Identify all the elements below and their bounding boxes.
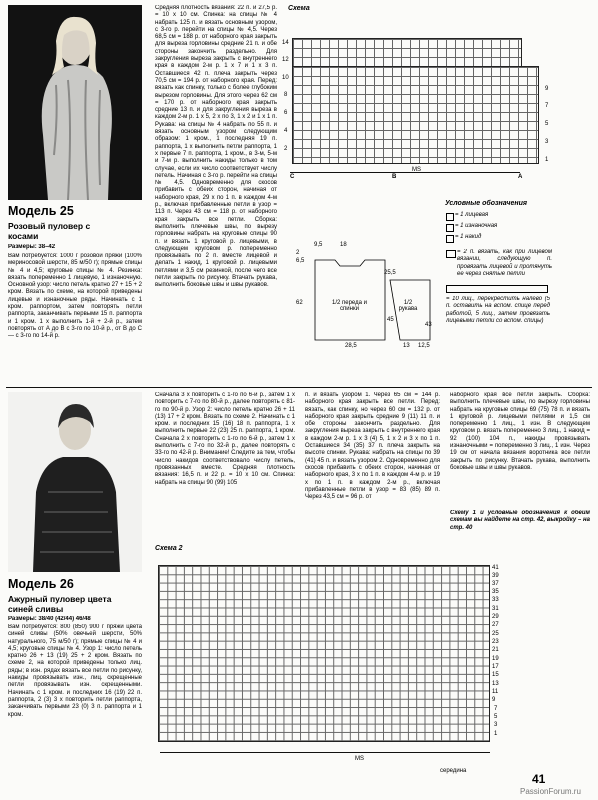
- schematic-collar-width: 18: [340, 242, 347, 248]
- schema1-ms-line: [290, 172, 520, 173]
- schematic-h-43: 43: [425, 322, 432, 328]
- schematic-sleeve-width: 9,5: [314, 242, 323, 248]
- schematic-w-13: 13: [403, 343, 410, 349]
- schema1-chart: [292, 66, 539, 164]
- schema2-chart: [158, 565, 490, 742]
- schema2-title: Схема 2: [155, 545, 183, 552]
- schema1-point-b: B: [392, 174, 397, 180]
- schematic-half-front-back: 1/2 переда и спинки: [332, 300, 367, 312]
- model25-sizes: Размеры: 38–42: [8, 244, 56, 250]
- model25-photo: [8, 5, 142, 200]
- page-number: 41: [532, 772, 546, 786]
- schematic-half-sleeve: 1/2 рукава: [398, 300, 418, 312]
- schematic-h-65: 6,5: [296, 258, 305, 264]
- legend-cable-icon: [446, 285, 548, 293]
- schematic-w-285: 28,5: [345, 343, 357, 349]
- schematic-w-125: 12,5: [418, 343, 430, 349]
- schema1-ms: MS: [412, 167, 421, 173]
- section-divider: [6, 387, 592, 388]
- legend-title: Условные обозначения: [445, 200, 528, 207]
- schema1-chart-top: [292, 38, 522, 68]
- legend-knit-icon: [446, 213, 454, 221]
- legend-decrease-icon: [446, 250, 456, 258]
- watermark: PassionForum.ru: [520, 787, 581, 796]
- schematic-h-2: 2: [296, 250, 300, 256]
- schema2-ms-line: [160, 752, 490, 753]
- model26-text-col3: п. и вязать узором 1. Через 65 см = 144 р. наборного края закрыть все петли. Перед: вязать, как спинку, но через 60 см = 132 р. от наборного края закрыть средние 9 (11) 11 п. и обе стороны закончить раздельно. Для закругления выреза закрыть с внутреннего края в каждом 2-м р. 1 х 3 (4) 5, 1 х 2 и 3 х по 1 п. Оставшиеся 34 (35) 37 п. плеча закрыть на высоте спинки. Рукава: набрать на спицы по 39 (41) 45 п. и вязать узором 2. Одновременно для скосов прибавить с обеих сторон, начиная от наборного края, 3 х по 1 п. в каждом 4-м р. и 19 х по 1 п. в каждом 2-м р., включая прибавленные петли в узор = 83 (85) 89 п. Через 43,5 см = 96 р. от: [305, 392, 440, 501]
- schematic-h-255: 25,5: [384, 270, 396, 276]
- model26-text-col2: Сначала 3 х повторить с 1-го по 6-й р., затем 1 х повторить с 7-го по 80-й р., далее повторять с 81-го по 90-й р. Узор 2: число петель кратно 26 + 11 (13) 17 + 2 кром. Вязать по схеме 2. Начинать с 1 кром. и последних 15 (16) 18 п. раппорта, 1 х выполнить первые 22 (23) 25 п. раппорта, 1 кром. Сначала 2 х повторить с 1-го по 6-й р., затем 1 х выполнить с 7-го по 32-й р., далее повторять с 33-го по 42-й р. Внимание! Следите за тем, чтобы число накидов соответствовало числу петель, провязанных вместе. Средняя плотность вязания: 16,5 п. и 22 р. = 10 х 10 см. Спинка: набрать на спицы 90 (99) 105: [155, 392, 295, 486]
- model26-text-col4: наборного края все петли закрыть. Сборка: выполнить плечевые швы, по вырезу горловины набрать на круговые спицы 69 (75) 78 п. и вязать 1 круговой р. лицевыми петлями и 1,5 см попеременно 1 лиц., 1 изн. В следующем круговом р. вязать попеременно 3 лиц., 1 накид = 92 (100) 104 п., накиды провязывать изнаночными = попеременно 3 лиц., 1 изн. Через 19 см от начала вязания воротника все петли закрыть по рисунку. Втачать рукава, выполнить боковые швы и швы рукавов.: [450, 392, 590, 471]
- model26-subtitle: Ажурный пуловер цвета синей сливы: [8, 594, 112, 614]
- magazine-page: Модель 25 Розовый пуловер с косами Размеры: 38–42 Вам потребуется: 1000 г розовой пряжи (100% мериносовой шерсти, 85 м/50 г); прямые спицы № 4 и 4,5; круговые спицы № 4. Резинка: вязать попеременно 1 лицевую, 1 изнаночную. Основной узор: число петель кратно 27 + 15 + 2 кром. Вязать по схеме, на которой приведены лицевые и изнаночные ряды. Начинать с 1 кром. раппортом, затем повторять петли раппорта, заканчивать первыми 15 п. раппорта и 1 кром. 1 х выполнить 1-й + 2-й р., затем повторять от А до В с 3-го по 10-й р., от В до С — с 3-го по 14-й р. Средняя плотность вязания: 22 п. и 27,5 р. = 10 х 10 см. Спинка: на спицы № 4 набрать 125 п. и вязать основным узором, с 3-го р. перейти на спицы № 4,5. Через 68,5 см = 188 р. от наборного края закрыть для выреза горловины средние 21 п. и обе стороны закончить раздельно. Для закругления выреза закрыть с внутреннего края в каждом 2-м р. 1 х 7 и 1 х 3 п. Оставшиеся 42 п. плеча закрыть через 70,5 см = 194 р. от наборного края. Перед: вязать как спинку, только с более глубоким вырезом горловины. Для этого через 62 см = 170 р. от наборного края закрыть средние 13 п. и для закругления выреза в каждом 2-м р. 1 х 5, 2 х по 3, 1 х 2 и 1 х 1 п. Рукава: на спицы № 4 набрать по 55 п. и вязать основным узором следующим образом: 1 кром., 1 последняя 19 п. раппорта, 1 х выполнить петли раппорта, 1 х первые 7 п. раппорта, 1 кром., в 3-м, 5-м и 7-м р. выполнить накиды только в том случае, если их число соответствует числу петель. Начиная с 3-го р. перейти на спицы № 4,5. Одновременно для скосов прибавить с обеих сторон, начиная от наборного края, 29 х по 1 п. в каждом 4-м р., включая прибавленные петли в узор = 113 п. Через 43 см = 118 р. от наборного края закрыть все петли. Сборка: выполнить плечевые швы, по вырезу горловины набрать на круговые спицы 90 п. и вязать 1 круговой р. лицевыми, в следующем круговом р. попеременно провязывать по 2 п. вместе лицевой и делать 1 накид, 1 круговой р. лицевыми петлями и 3,5 см резинкой, после чего все петли закрыть по рисунку. Втачать рукава, выполнить боковые швы и швы рукавов. Схема 14 12 10 8 6 4 2 9 7 5 3 1 C B A MS Условные обозначения = 1 лицевая = 1 изнаночная = 1 накид = 2 п. вязать, как при лицевом вязании, следующую п. провязать лицевой и протянуть ее через снятые петли = 10 лиц., перекрестить налево (5 п. оставить на вспом. спице перед работой, 5 лиц., затем провязать лицевыми петли со вспом. спицы) 9,5 18 2 6,5 25,5 62 45 43 1/2 переда и спинки 1/2 рукава 28,5 13 12,5 Модель 26 Ажурный пуловер цвета синей сливы Размеры: 38/40 (42/44) 46/48 Вам потребуется: 800 (850) 900 г пряжи цвета синей сливы (50% овечьей шерсти, 50% натурального, 75 м/50 г); прямые спицы № 4 и 4,5; круговые спицы № 4. Узор 1: число петель кратно 26 + 13 (19) 25 + 2 кром. Вязать по схеме 2, на которой приведены только лиц. ряды; в изн. рядах вязать все петли по рисунку, накиды провязывать изн., лиц. скрещенные петли провязывать изн. скрещенными. Начинать с 1 кром. и последних 16 (19) 22 п. раппорта, 2 (3) 3 х повторить петли раппорта, заканчивать первыми 23 (0) 3 п. раппорта и 1 кром. Сначала 3 х повторить с 1-го по 6-й р., затем 1 х повторить с 7-го по 80-й р., далее повторять с 81-го по 90-й р. Узор 2: число петель кратно 26 + 11 (13) 17 + 2 кром. Вязать по схеме 2. Начинать с 1 кром. и последних 15 (16) 18 п. раппорта, 1 х выполнить первые 22 (23) 25 п. раппорта, 1 кром. Сначала 2 х повторить с 1-го по 6-й р., затем 1 х выполнить с 7-го по 32-й р., далее повторять с 33-го по 42-й р. Внимание! Следите за тем, чтобы число накидов соответствовало числу петель, провязанных вместе. Средняя плотность вязания: 16,5 п. и 22 р. = 10 х 10 см. Спинка: набрать на спицы 90 (99) 105 п. и вязать узором 1. Через 65 см = 144 р. наборного края закрыть все петли. Перед: вязать, как спинку, но через 60 см = 132 р. от наборного края закрыть средние 9 (11) 11 п. и обе стороны закончить раздельно. Для закругления выреза закрыть с внутреннего края в каждом 2-м р. 1 х 3 (4) 5, 1 х 2 и 3 х по 1 п. Оставшиеся 34 (35) 37 п. плеча закрыть на высоте спинки. Рукава: набрать на спицы по 39 (41) 45 п. и вязать узором 2. Одновременно для скосов прибавить с обеих сторон, начиная от наборного края, 3 х по 1 п. в каждом 4-м р. и 19 х по 1 п. в каждом 2-м р., включая прибавленные петли в узор = 83 (85) 89 п. Через 43,5 см = 96 р. от наборного края все петли закрыть. Сборка: выполнить плечевые швы, по вырезу горловины набрать на круговые спицы 69 (75) 78 п. и вязать 1 круговой р. лицевыми петлями и 1,5 см попеременно 1 лиц., 1 изн. В следующем круговом р. вязать попеременно 3 лиц., 1 накид = 92 (100) 104 п., накиды провязывать изнаночными = попеременно 3 лиц., 1 изн. Через 19 см от начала вязания воротника все петли закрыть по рисунку. Втачать рукава, выполнить боковые швы и швы рукавов. Схему 1 и условные обозначения к обеим схемам вы найдете на стр. 42, выкройку – на стр. 40 Схема 2 41 39 37 35 33 31 29 27 25 23 21 19 17 15 13 11 9 7 5 3 1 MS середина 41 PassionForum.ru: [0, 0, 598, 800]
- model26-sizes: Размеры: 38/40 (42/44) 46/48: [8, 616, 91, 622]
- schematic-h-62: 62: [296, 300, 303, 306]
- model25-text-col1: Вам потребуется: 1000 г розовой пряжи (100% мериносовой шерсти, 85 м/50 г); прямые спицы № 4 и 4,5; круговые спицы № 4. Резинка: вязать попеременно 1 лицевую, 1 изнаночную. Основной узор: число петель кратно 27 + 15 + 2 кром. Вязать по схеме, на которой приведены лицевые и изнаночные ряды. Начинать с 1 кром. раппортом, затем повторять петли раппорта, заканчивать первыми 15 п. раппорта и 1 кром. 1 х выполнить 1-й + 2-й р., затем повторять от А до В с 3-го по 10-й р., от В до С — с 3-го по 14-й р.: [8, 253, 142, 340]
- model26-photo: [8, 392, 142, 572]
- schema1-point-a: A: [518, 174, 523, 180]
- legend-purl-icon: [446, 224, 454, 232]
- schema1-title: Схема: [288, 5, 310, 12]
- model26-text-col1: Вам потребуется: 800 (850) 900 г пряжи цвета синей сливы (50% овечьей шерсти, 50% натурального, 75 м/50 г); прямые спицы № 4 и 4,5; круговые спицы № 4. Узор 1: число петель кратно 26 + 13 (19) 25 + 2 кром. Вязать по схеме 2, на которой приведены только лиц. ряды; в изн. рядах вязать все петли по рисунку, накиды провязывать изн., лиц. скрещенные петли провязывать изн. скрещенными. Начинать с 1 кром. и последних 16 (19) 22 п. раппорта, 2 (3) 3 х повторить петли раппорта, заканчивать первыми 23 (0) 3 п. раппорта и 1 кром.: [8, 624, 142, 718]
- model26-title: Модель 26: [8, 577, 74, 591]
- legend-yarnover-icon: [446, 235, 454, 243]
- model25-title: Модель 25: [8, 204, 74, 218]
- schema2-ms: MS: [355, 756, 364, 762]
- schema2-center: середина: [440, 768, 467, 774]
- model26-note: Схему 1 и условные обозначения к обеим схемам вы найдете на стр. 42, выкройку – на стр. 40: [450, 510, 590, 531]
- schema1-point-c: C: [290, 174, 295, 180]
- model25-subtitle: Розовый пуловер с косами: [8, 221, 91, 241]
- model25-text-col2: Средняя плотность вязания: 22 п. и 27,5 р. = 10 х 10 см. Спинка: на спицы № 4 набрать 125 п. и вязать основным узором, с 3-го р. перейти на спицы № 4,5. Через 68,5 см = 188 р. от наборного края закрыть для выреза горловины средние 21 п. и обе стороны закончить раздельно. Для закругления выреза закрыть с внутреннего края в каждом 2-м р. 1 х 7 и 1 х 3 п. Оставшиеся 42 п. плеча закрыть через 70,5 см = 194 р. от наборного края. Перед: вязать как спинку, только с более глубоким вырезом горловины. Для этого через 62 см = 170 р. от наборного края закрыть средние 13 п. и для закругления выреза в каждом 2-м р. 1 х 5, 2 х по 3, 1 х 2 и 1 х 1 п. Рукава: на спицы № 4 набрать по 55 п. и вязать основным узором следующим образом: 1 кром., 1 последняя 19 п. раппорта, 1 х выполнить петли раппорта, 1 х первые 7 п. раппорта, 1 кром., в 3-м, 5-м и 7-м р. выполнить накиды только в том случае, если их число соответствует числу петель. Начиная с 3-го р. перейти на спицы № 4,5. Одновременно для скосов прибавить с обеих сторон, начиная от наборного края, 29 х по 1 п. в каждом 4-м р., включая прибавленные петли в узор = 113 п. Через 43 см = 118 р. от наборного края закрыть все петли. Сборка: выполнить плечевые швы, по вырезу горловины набрать на круговые спицы 90 п. и вязать 1 круговой р. лицевыми, в следующем круговом р. попеременно провязывать по 2 п. вместе лицевой и делать 1 накид, 1 круговой р. лицевыми петлями и 3,5 см резинкой, после чего все петли закрыть по рисунку. Втачать рукава, выполнить боковые швы и швы рукавов.: [155, 5, 277, 289]
- schematic-h-45: 45: [387, 317, 394, 323]
